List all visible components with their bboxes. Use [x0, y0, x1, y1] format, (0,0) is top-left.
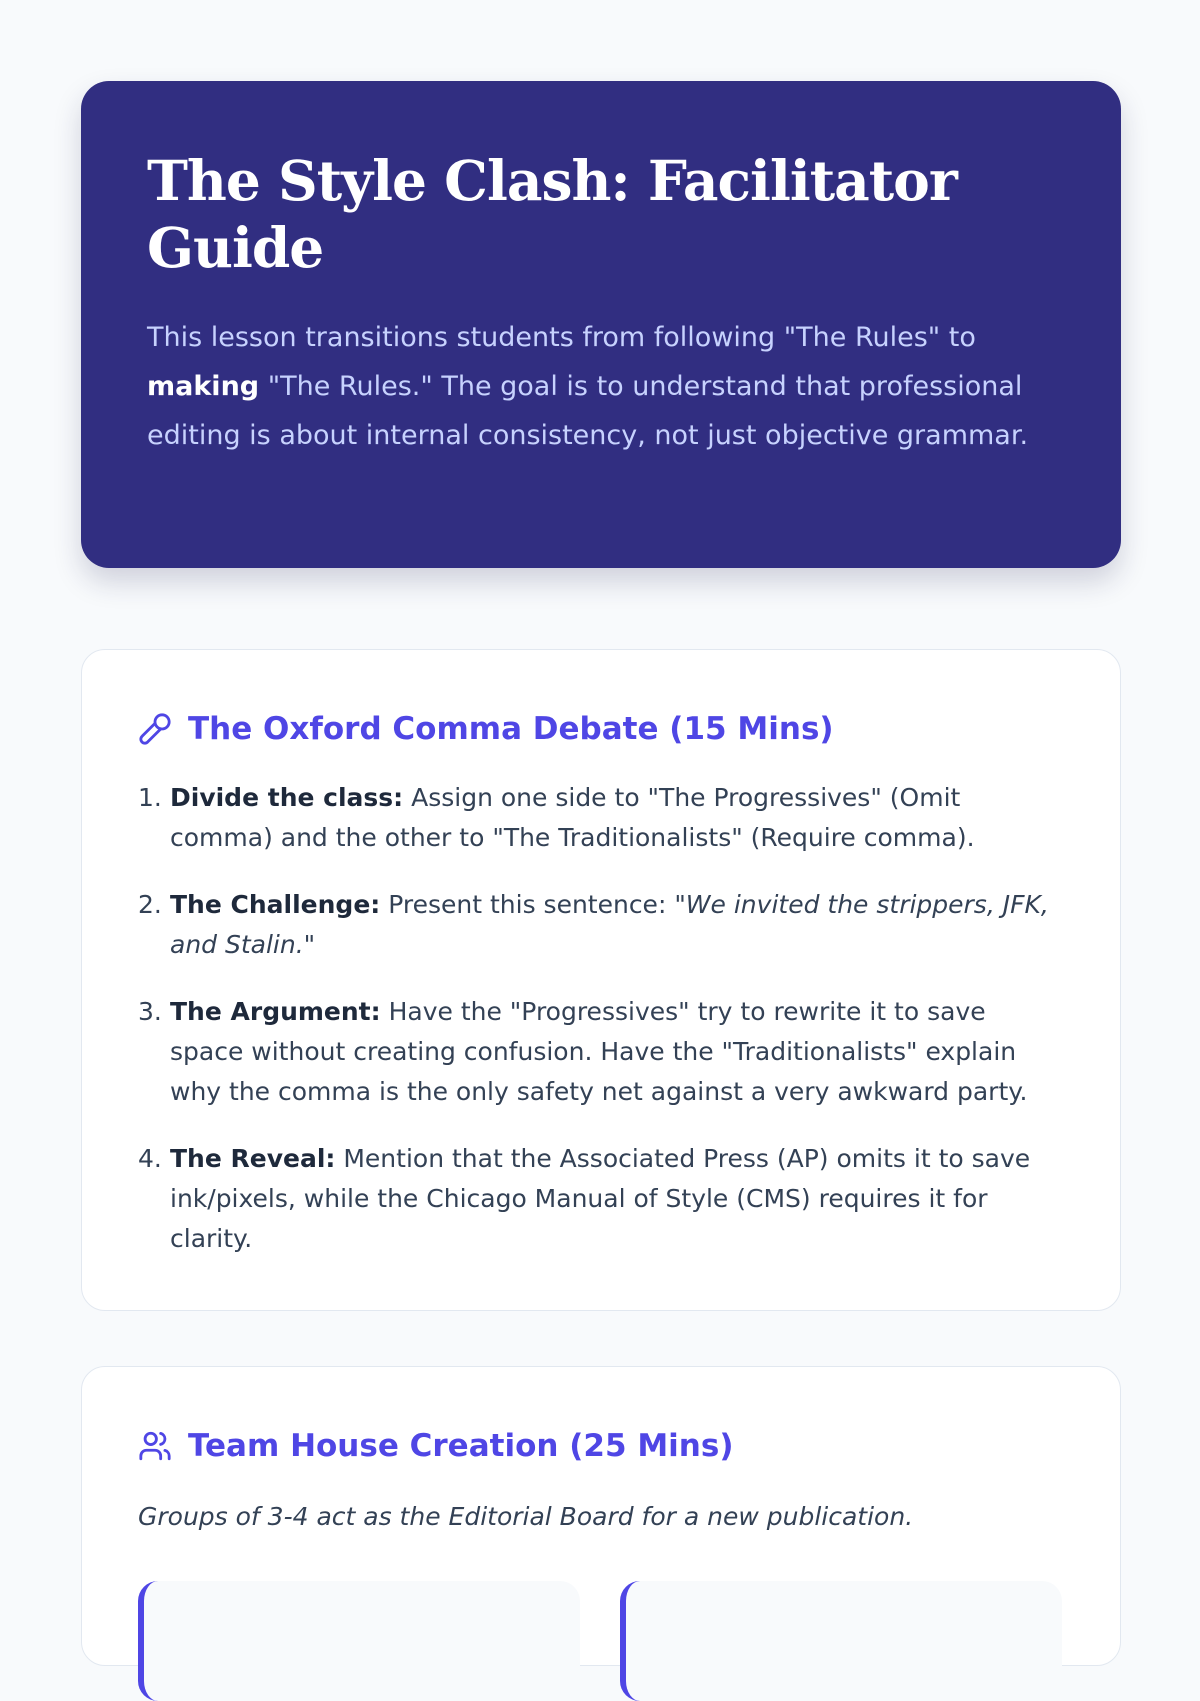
example-sentence: "We invited the strippers, JFK, and Stalin." [170, 890, 1049, 959]
section-header [138, 1421, 1062, 1471]
intro-text-start: This lesson transitions students from following "The Rules" to [147, 322, 976, 353]
page-title: The Style Clash: Facilitator Guide [147, 148, 957, 280]
role-cards [138, 1581, 1062, 1701]
lesson-intro [147, 313, 1055, 460]
team-house-section [81, 1366, 1121, 1666]
step-text: Have the "Progressives" try to rewrite it to save space without creating confusion. Have the "Traditionalists" explain why the comma is the only safety net against a very awkward party. [170, 997, 1028, 1106]
step-number: 4. [138, 1144, 162, 1173]
step-number: 2. [138, 890, 162, 919]
microphone-icon [138, 712, 172, 746]
section-header [138, 704, 1062, 754]
step-label: The Challenge: [170, 890, 381, 919]
role-card [138, 1581, 580, 1701]
intro-text-end: "The Rules." The goal is to understand that professional editing is about internal consistency, not just objective grammar. [147, 371, 1029, 451]
step-text: Present this sentence: [380, 890, 675, 919]
list-item [138, 778, 1062, 858]
step-label: The Reveal: [170, 1144, 336, 1173]
list-item [138, 992, 1062, 1112]
role-card [620, 1581, 1062, 1701]
hero-header [81, 81, 1121, 568]
users-icon [138, 1429, 172, 1463]
list-item [138, 885, 1062, 965]
step-text: Mention that the Associated Press (AP) omits it to save ink/pixels, while the Chicago Manual of Style (CMS) requires it for clarity. [170, 1144, 1031, 1253]
step-label: Divide the class: [170, 783, 404, 812]
step-label: The Argument: [170, 997, 381, 1026]
section-intro: Groups of 3-4 act as the Editorial Board for a new publication. [138, 1502, 914, 1531]
step-text: Assign one side to "The Progressives" (Omit comma) and the other to "The Traditionalists" (Require comma). [170, 783, 975, 852]
step-number: 1. [138, 783, 162, 812]
step-list [138, 778, 1062, 1259]
intro-emphasis: making [147, 371, 260, 402]
section-title: Team House Creation (25 Mins) [188, 1428, 734, 1464]
oxford-comma-section [81, 649, 1121, 1311]
list-item [138, 1139, 1062, 1259]
section-title: The Oxford Comma Debate (15 Mins) [188, 711, 834, 747]
step-number: 3. [138, 997, 162, 1026]
